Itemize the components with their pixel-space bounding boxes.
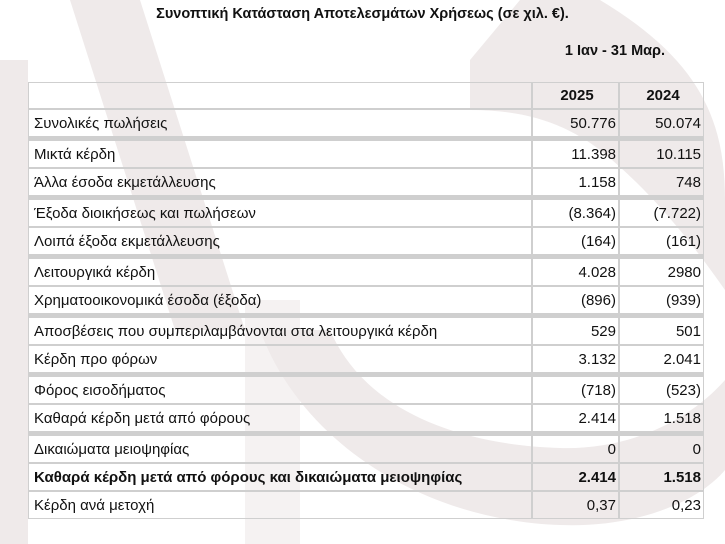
- period-label: 1 Ιαν - 31 Μαρ.: [564, 43, 666, 59]
- value-2024: 2980: [619, 255, 704, 286]
- value-2025: 0,37: [532, 491, 619, 519]
- row-label: Χρηματοοικονομικά έσοδα (έξοδα): [28, 286, 532, 314]
- table-row-total: [28, 463, 704, 491]
- row-label: Κέρδη ανά μετοχή: [28, 491, 532, 519]
- row-label: Δικαιώματα μειοψηφίας: [28, 432, 532, 463]
- row-label: Καθαρά κέρδη μετά από φόρους και δικαιώματα μειοψηφίας: [28, 463, 532, 491]
- value-2025: 2.414: [532, 463, 619, 491]
- value-2024: 748: [619, 168, 704, 196]
- row-label: Φόρος εισοδήματος: [28, 373, 532, 404]
- table-row: [28, 168, 704, 196]
- value-2025: 3.132: [532, 345, 619, 373]
- value-2025: (896): [532, 286, 619, 314]
- table-row: [28, 137, 704, 168]
- value-2024: 501: [619, 314, 704, 345]
- table-row: [28, 314, 704, 345]
- value-2024: 10.115: [619, 137, 704, 168]
- value-2024: (939): [619, 286, 704, 314]
- table-row: [28, 109, 704, 137]
- table-header-row: [28, 82, 704, 109]
- value-2025: (8.364): [532, 196, 619, 227]
- row-label: Λειτουργικά κέρδη: [28, 255, 532, 286]
- table-row: [28, 432, 704, 463]
- value-2024: 0,23: [619, 491, 704, 519]
- table-row: [28, 286, 704, 314]
- value-2025: 11.398: [532, 137, 619, 168]
- row-label: Άλλα έσοδα εκμετάλλευσης: [28, 168, 532, 196]
- table-row: [28, 345, 704, 373]
- table-row: [28, 491, 704, 519]
- value-2025: 0: [532, 432, 619, 463]
- value-2025: 1.158: [532, 168, 619, 196]
- value-2025: 529: [532, 314, 619, 345]
- table-row: [28, 227, 704, 255]
- row-label: Λοιπά έξοδα εκμετάλλευσης: [28, 227, 532, 255]
- value-2024: 2.041: [619, 345, 704, 373]
- value-2025: (164): [532, 227, 619, 255]
- value-2025: 50.776: [532, 109, 619, 137]
- header-year-2025: 2025: [532, 82, 619, 109]
- income-statement-table: [28, 82, 704, 519]
- value-2024: 50.074: [619, 109, 704, 137]
- value-2025: 2.414: [532, 404, 619, 432]
- value-2024: (7.722): [619, 196, 704, 227]
- row-label: Κέρδη προ φόρων: [28, 345, 532, 373]
- value-2024: 0: [619, 432, 704, 463]
- table-row: [28, 373, 704, 404]
- row-label: Συνολικές πωλήσεις: [28, 109, 532, 137]
- table-row: [28, 196, 704, 227]
- row-label: Μικτά κέρδη: [28, 137, 532, 168]
- header-label-cell: [28, 82, 532, 109]
- value-2024: 1.518: [619, 404, 704, 432]
- value-2024: (161): [619, 227, 704, 255]
- table-row: [28, 255, 704, 286]
- statement-title: Συνοπτική Κατάσταση Αποτελεσμάτων Χρήσεως (σε χιλ. €).: [156, 6, 569, 22]
- value-2024: 1.518: [619, 463, 704, 491]
- value-2025: 4.028: [532, 255, 619, 286]
- value-2025: (718): [532, 373, 619, 404]
- row-label: Έξοδα διοικήσεως και πωλήσεων: [28, 196, 532, 227]
- value-2024: (523): [619, 373, 704, 404]
- table-row: [28, 404, 704, 432]
- row-label: Καθαρά κέρδη μετά από φόρους: [28, 404, 532, 432]
- row-label: Αποσβέσεις που συμπεριλαμβάνονται στα λειτουργικά κέρδη: [28, 314, 532, 345]
- header-year-2024: 2024: [619, 82, 704, 109]
